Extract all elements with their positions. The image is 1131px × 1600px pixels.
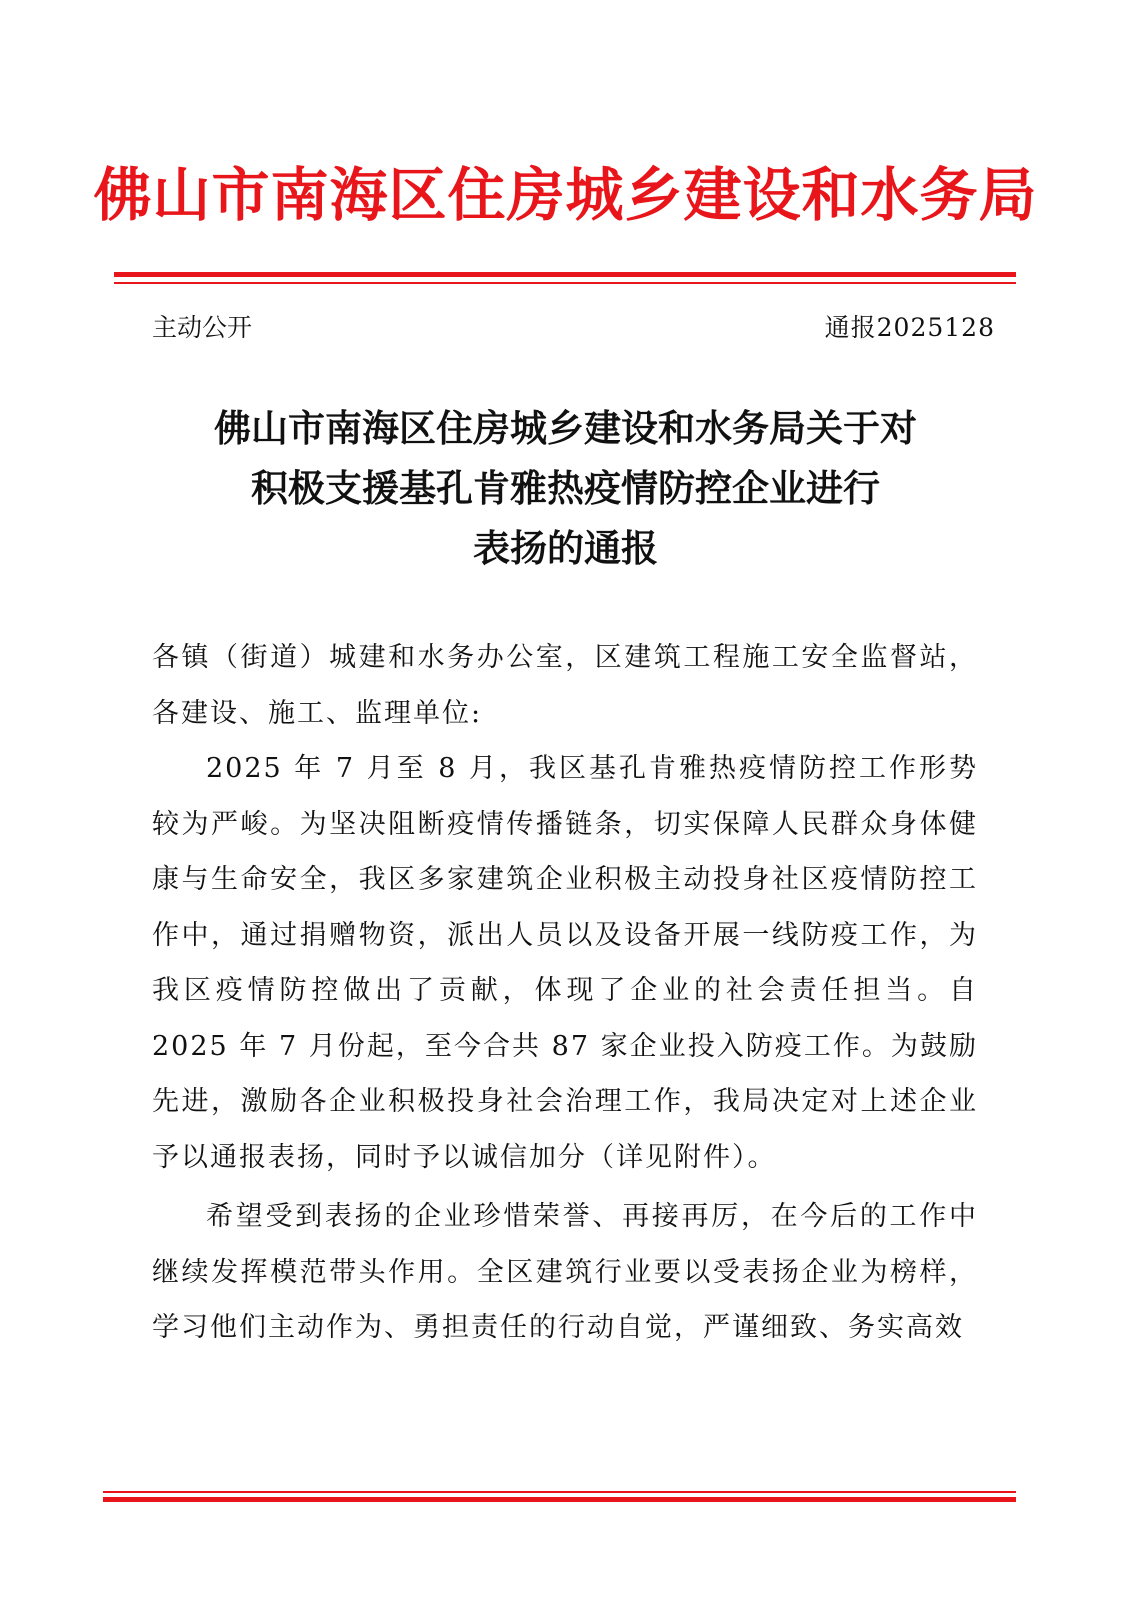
disclosure-label: 主动公开: [152, 313, 253, 342]
footer-rule-thick: [103, 1497, 1016, 1502]
document-body: [152, 630, 978, 1356]
document-number: 通报2025128: [824, 313, 995, 342]
masthead-rule-thick: [114, 272, 1016, 277]
document-title: [0, 398, 1131, 578]
masthead-rule-thin: [114, 282, 1016, 284]
masthead-title: 佛山市南海区住房城乡建设和水务局: [93, 161, 1038, 229]
document-title-line-3: 表扬的通报: [473, 526, 658, 570]
body-paragraph-2: 希望受到表扬的企业珍惜荣誉、再接再厉，在今后的工作中继续发挥模范带头作用。全区建筑行业要以受表扬企业为榜样，学习他们主动作为、勇担责任的行动自觉，严谨细致、务实高效: [152, 1201, 978, 1343]
footer-rule-thin: [103, 1491, 1016, 1493]
body-paragraph-1: 2025 年 7 月至 8 月，我区基孔肯雅热疫情防控工作形势较为严峻。为坚决阻断疫情传播链条，切实保障人民群众身体健康与生命安全，我区多家建筑企业积极主动投身社区疫情防控工作中，通过捐赠物资，派出人员以及设备开展一线防疫工作，为我区疫情防控做出了贡献，体现了企业的社会责任担当。自 2025 年 7 月份起，至今合共 87 家企业投入防疫工作。为鼓励先进，激励各企业积极投身社会治理工作，我局决定对上述企业予以通报表扬，同时予以诚信加分（详见附件）。: [152, 753, 978, 1173]
addressee: 各镇（街道）城建和水务办公室，区建筑工程施工安全监督站，各建设、施工、监理单位:: [152, 642, 978, 729]
document-title-line-1: 佛山市南海区住房城乡建设和水务局关于对: [214, 406, 917, 450]
document-title-line-2: 积极支援基孔肯雅热疫情防控企业进行: [251, 466, 880, 510]
